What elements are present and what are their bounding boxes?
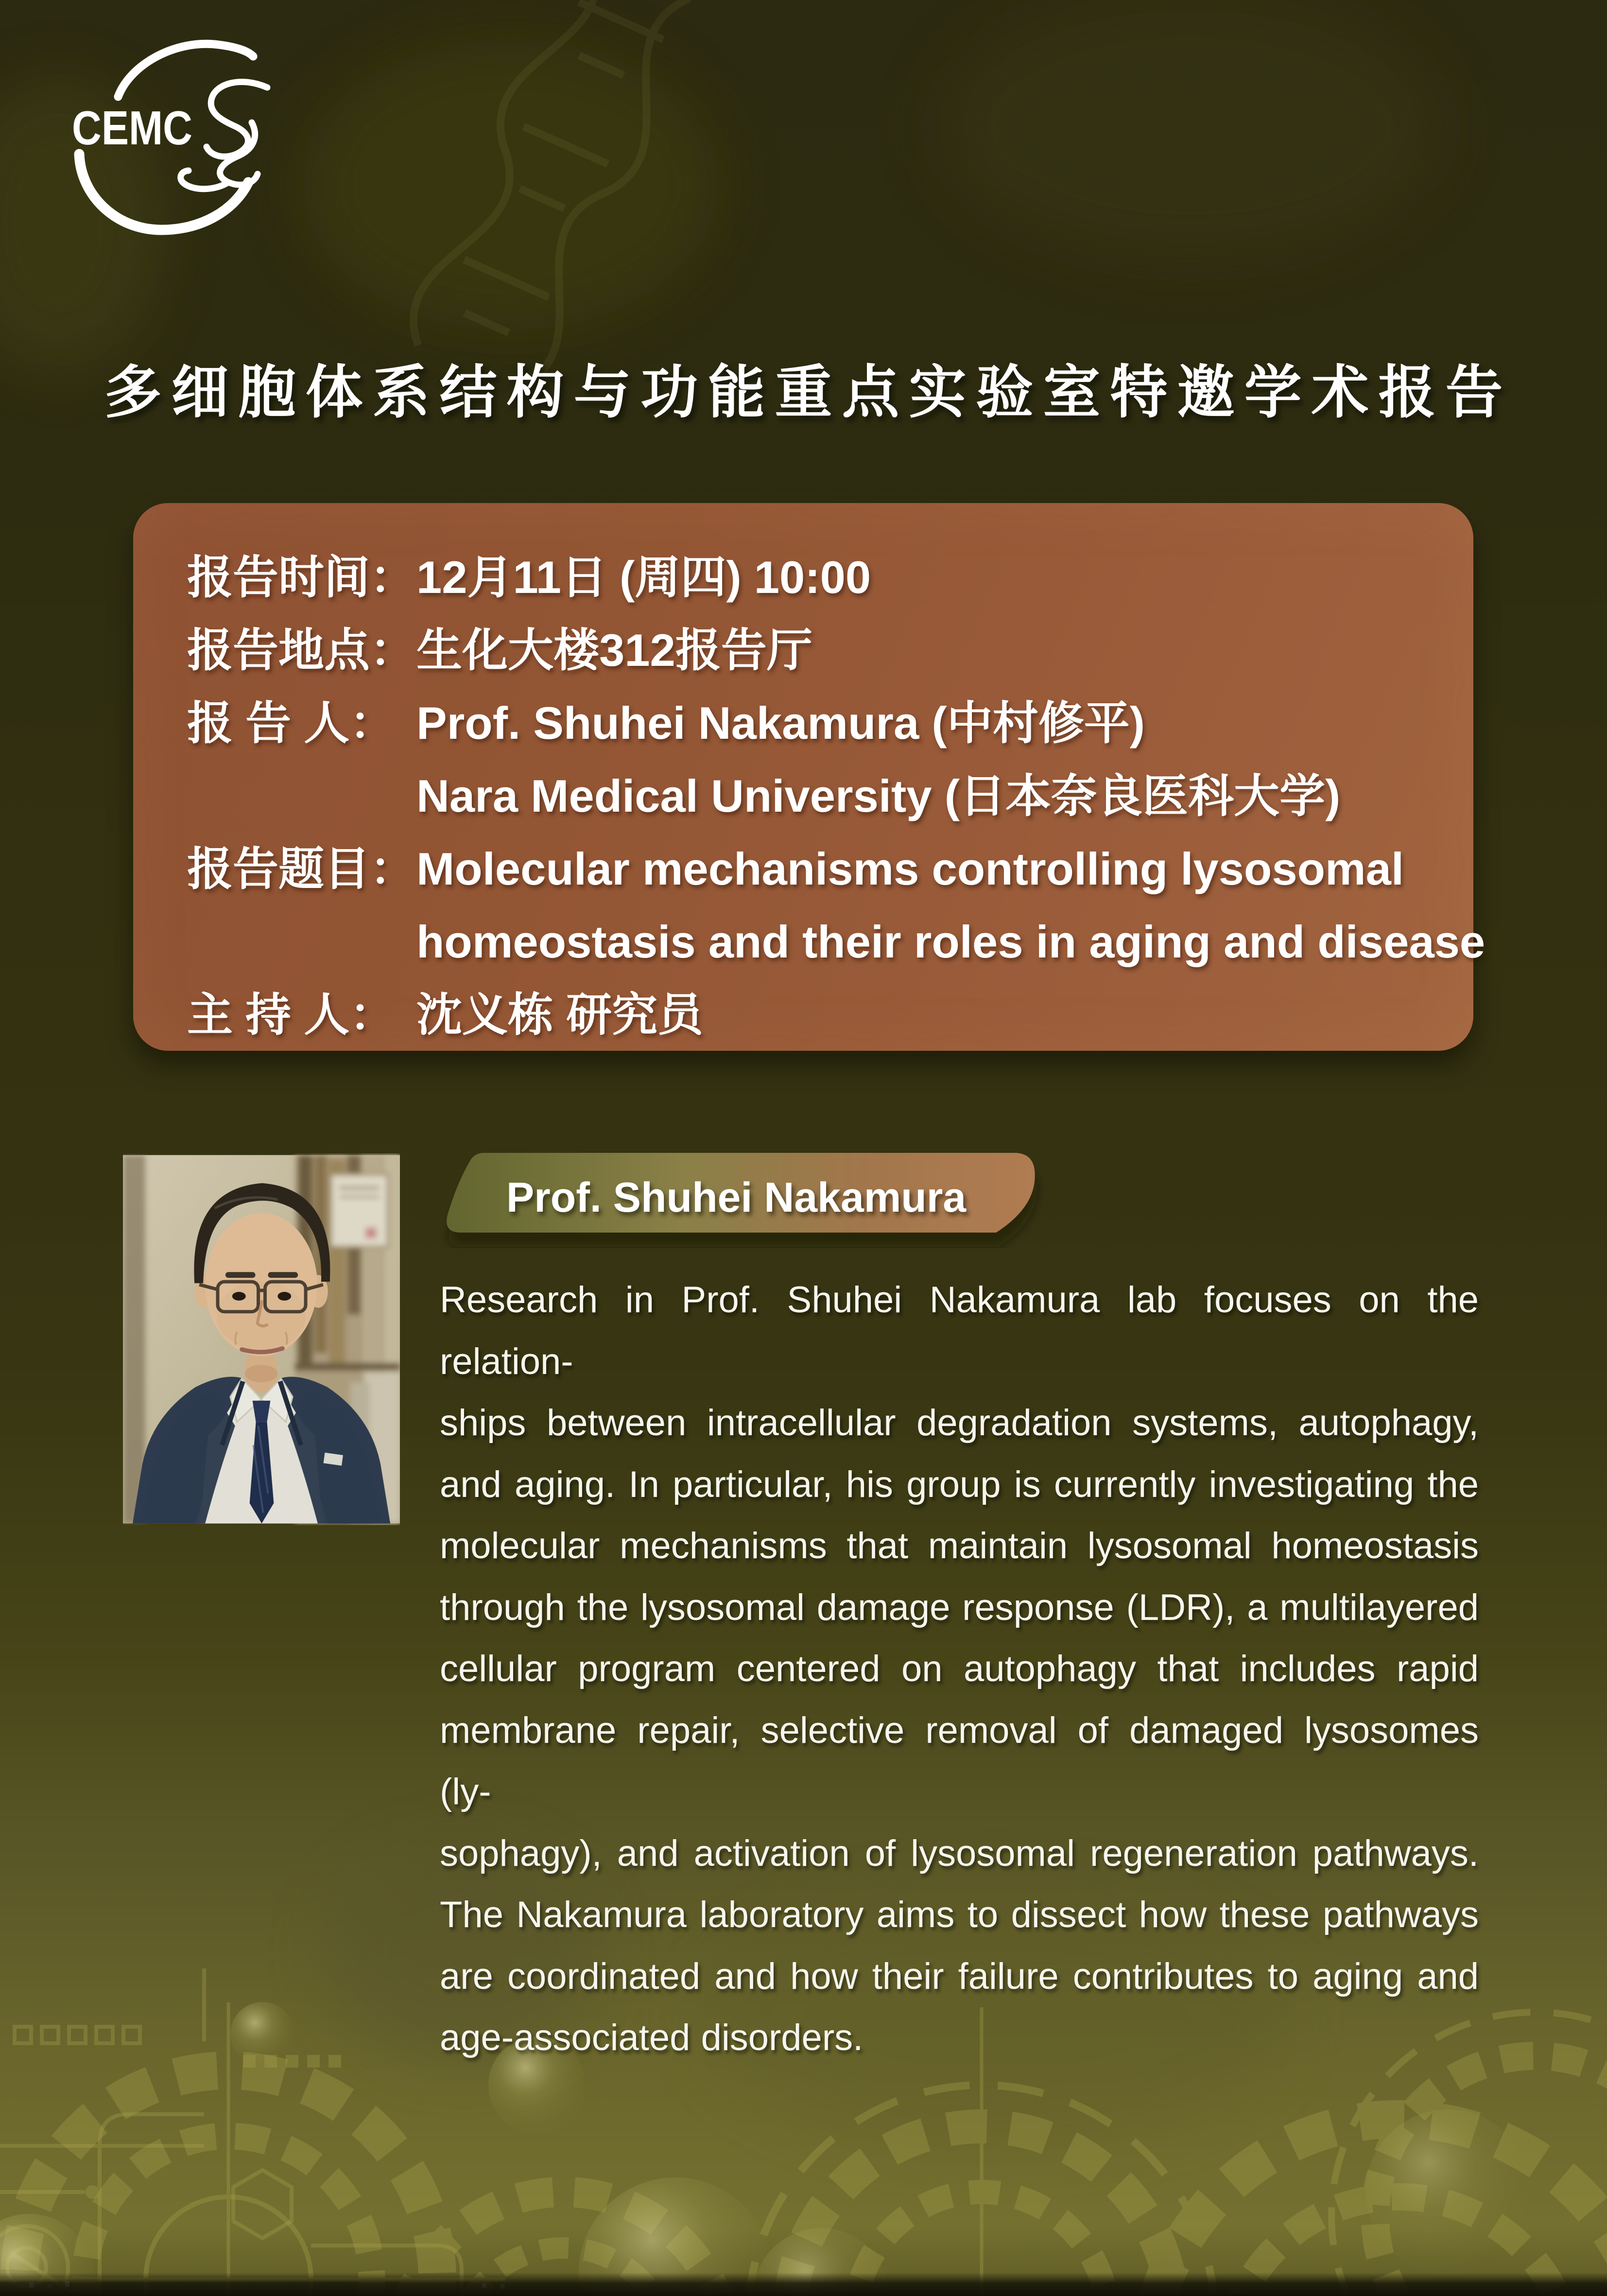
info-label: 报告题目： xyxy=(187,843,416,894)
info-value: 12月11日 (周四) 10:00 xyxy=(416,552,871,603)
speaker-banner-label: Prof. Shuhei Nakamura xyxy=(506,1174,967,1221)
info-row-speaker xyxy=(187,687,1430,760)
info-value: Nara Medical University (日本奈良医科大学) xyxy=(416,770,1341,821)
bio-line: age-associated disorders. xyxy=(440,2017,864,2058)
info-row-topic xyxy=(187,833,1430,905)
bio-line: ships between intracellular degradation systems, autophagy, xyxy=(440,1402,1479,1444)
info-box xyxy=(133,503,1486,1051)
info-value: 沈义栋 研究员 xyxy=(416,989,704,1040)
bio-line: The Nakamura laboratory aims to dissect how these pathways xyxy=(440,1894,1479,1935)
speaker-portrait-illustration xyxy=(123,1153,400,1525)
bio-line: cellular program centered on autophagy that includes rapid xyxy=(440,1648,1479,1689)
info-value: 生化大楼312报告厅 xyxy=(416,625,812,676)
info-value: Molecular mechanisms controlling lysosomal xyxy=(416,843,1404,894)
info-row-affiliation xyxy=(187,760,1430,833)
info-label xyxy=(187,905,416,978)
bottom-dark-strip xyxy=(0,2273,1607,2296)
bio-line: sophagy), and activation of lysosomal regeneration pathways. xyxy=(440,1832,1479,1874)
speaker-bio xyxy=(440,1270,1479,2069)
info-row-location xyxy=(187,614,1430,687)
poster-title: 多细胞体系结构与功能重点实验室特邀学术报告 xyxy=(104,361,1513,425)
info-row-host xyxy=(187,978,1430,1051)
bio-line: molecular mechanisms that maintain lysosomal homeostasis xyxy=(440,1525,1479,1566)
speaker-photo xyxy=(123,1153,400,1525)
info-label: 主 持 人： xyxy=(187,989,396,1040)
cemc-logo xyxy=(58,19,321,311)
info-label: 报告时间： xyxy=(187,552,416,603)
bio-line: and aging. In particular, his group is currently investigating the xyxy=(440,1463,1479,1505)
info-label xyxy=(187,760,416,833)
bio-line: through the lysosomal damage response (LDR), a multilayered xyxy=(440,1586,1479,1628)
bio-line: are coordinated and how their failure contributes to aging and xyxy=(440,1955,1479,1997)
info-row-topic-cont xyxy=(187,905,1486,978)
info-label: 报告地点： xyxy=(187,625,416,676)
logo-text: CEMC xyxy=(72,101,192,155)
bio-line: membrane repair, selective removal of damaged lysosomes (ly- xyxy=(440,1709,1479,1812)
info-label: 报 告 人： xyxy=(187,697,396,748)
info-row-time xyxy=(187,541,1430,614)
logo-swoosh-top-icon xyxy=(118,44,253,97)
logo-double-s-flourish-icon xyxy=(181,82,267,189)
info-value: Prof. Shuhei Nakamura (中村修平) xyxy=(416,697,1145,748)
bio-line: Research in Prof. Shuhei Nakamura lab focuses on the relation- xyxy=(440,1279,1479,1382)
info-value: homeostasis and their roles in aging and disease xyxy=(416,916,1486,967)
